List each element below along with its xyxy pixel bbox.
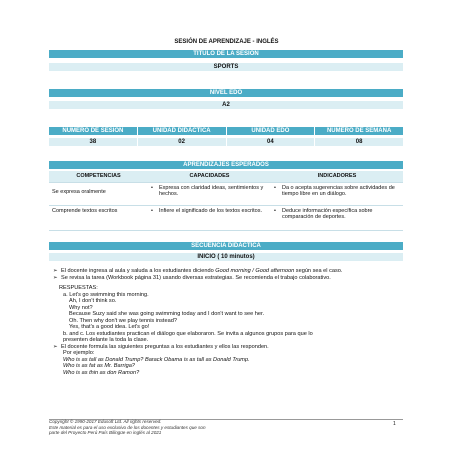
inicio-label: INICIO ( 10 minutos) [49,253,403,261]
table-row [49,183,403,206]
answer-line: Ah, I don't think so. [69,298,117,304]
capacidad-text: Expresa con claridad ideas, sentimientos y hechos. [159,184,264,197]
saludo-end: según sea el caso. [294,268,343,274]
header-unidad-didactica: UNIDAD DIDÁCTICA [137,127,226,135]
header-numero-semana: NÚMERO DE SEMANA [314,127,403,135]
table-row [49,206,403,231]
saludo-greeting: Good morning / Good afternoon [215,268,295,274]
value-numero-sesion: 38 [49,138,137,146]
respuestas-label: RESPUESTAS: [59,285,98,291]
indicador-cell [271,206,403,230]
secuencia-body [53,268,405,376]
indicador-text: Deduce información específica sobre comparación de deportes. [282,207,373,220]
answer-line: a. Let's go swimming this morning. [63,291,149,298]
bullet-icon: • [151,207,153,214]
question-line: Who is as tall as Donald Trump? Barack Obama is as tall as Donald Trump. [63,356,250,363]
level-label: NIVEL EDO [49,89,403,97]
secuencia-label: SECUENCIA DIDÁCTICA [49,242,403,250]
answer-line: Because Suzy said she was going swimming today and I don't want to see her. [69,311,265,317]
capacidad-cell [148,183,271,205]
preguntas-text: El docente formula las siguientes preguntas a los estudiantes y ellos las responden. [61,343,269,350]
aprendizajes-header-row [49,171,403,183]
indicador-cell [271,183,403,205]
competencia-cell: Se expresa oralmente [52,188,106,195]
aprendizajes-table [49,171,403,231]
bullet-icon: • [274,207,276,214]
header-unidad-edo: UNIDAD EDO [226,127,315,135]
page-number: 1 [393,421,396,427]
bullet-icon: • [151,184,153,191]
answer-line: b. and c. Los estudiantes practican el diálogo que elaboraron. Se invita a algunos grupos para que lo [63,330,313,337]
competencia-cell: Comprende textos escritos [52,207,118,214]
footer-line: Este material es para el uso exclusivo de los docentes y estudiantes que son [49,424,206,430]
arrow-bullet-icon: ➢ [53,274,58,281]
arrow-bullet-icon: ➢ [53,268,58,274]
capacidad-cell [148,206,271,230]
arrow-bullet-icon: ➢ [53,343,58,350]
question-line: Who is as fat as Mr. Barriga? [63,363,135,369]
ejemplo-label: Por ejemplo: [63,350,95,356]
answer-line: Yes, that's a good idea. Let's go! [69,324,150,330]
tarea-text: Se revisa la tarea (Workbook página 31) usando diversas estrategias. Se recomienda el trabajo colaborativo. [61,274,331,281]
header-indicadores: INDICADORES [271,171,403,182]
footer-line: parte del Proyecto Perú País Bilingüe en inglés al 2021 [49,430,162,435]
capacidad-text: Infiere el significado de los textos escritos. [159,207,263,214]
answer-line: Why not? [69,304,93,311]
paragraph-tarea [53,275,405,282]
indicador-text: Da o acepta sugerencias sobre actividades de tiempo libre en un diálogo. [282,184,395,197]
footer-line: Copyright © 1990-2017 Edusoft Ltd. All rights reserved. [49,419,162,424]
document-title: SESIÓN DE APRENDIZAJE - INGLÉS [174,39,279,45]
value-unidad-edo: 04 [226,138,315,146]
question-line: Who is as thin as don Ramon? [63,369,140,376]
session-title-label: TITULO DE LA SESIÓN [49,50,403,58]
header-numero-sesion: NÚMERO DE SESIÓN [49,127,137,135]
level-value: A2 [49,101,403,109]
info-value-row [49,138,403,146]
value-numero-semana: 08 [314,138,403,146]
session-title: SPORTS [49,63,403,71]
saludo-text: El docente ingresa al aula y saluda a los estudiantes diciendo [61,268,216,274]
header-competencias: COMPETENCIAS [49,171,148,182]
answer-line: presenten delante la toda la clase. [63,337,149,343]
value-unidad-didactica: 02 [137,138,226,146]
info-header-row [49,127,403,135]
aprendizajes-label: APRENDIZAJES ESPERADOS [49,161,403,169]
header-capacidades: CAPACIDADES [148,171,271,182]
answer-line: Oh. Then why don't we play tennis instead? [69,317,177,324]
footer-copyright [49,419,309,436]
bullet-icon: • [274,184,276,191]
